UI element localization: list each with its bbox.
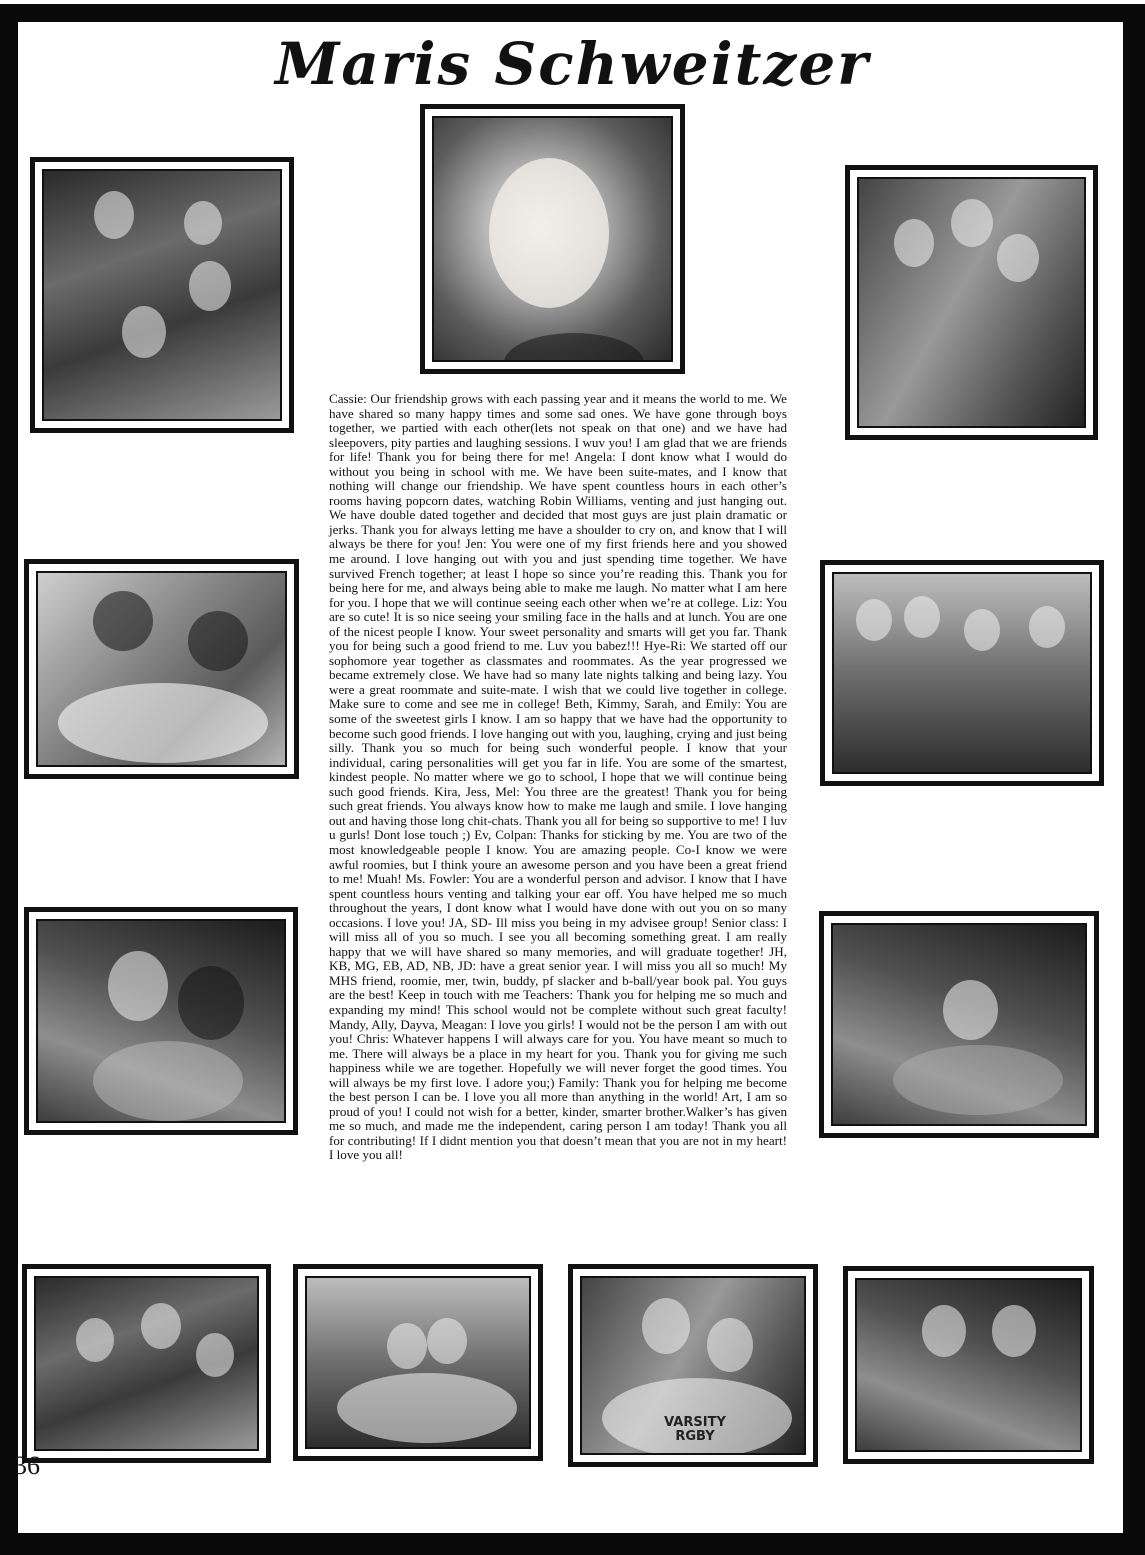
portrait-photo bbox=[420, 104, 685, 374]
three-friends-chair-photo bbox=[845, 165, 1098, 440]
couple-photo bbox=[568, 1264, 818, 1467]
group-dance-photo bbox=[820, 560, 1104, 786]
shirt-text-line-1: VARSITY bbox=[664, 1415, 726, 1430]
page-number: 36 bbox=[14, 1451, 40, 1480]
senior-message: Cassie: Our friendship grows with each passing year and it means the world to me. We have shared so many happy times and some sad ones. We have gone through boys together, we partied with each other(lets not speak on that one) and we have had sleepovers, pity parties and laughing sessions. I wuv you! I am glad that we are friends for life! Thank you for being there for me! Angela: I dont know what I would do without you being in school with me. We have been suite-mates, and I know that nothing will change our friendship. We have spent countless hours in each other’s rooms having popcorn dates, watching Robin Williams, venting and just hanging out. We have double dated together and decided that most guys are just plain dramatic or jerks. Thank you for always letting me have a shoulder to cry on, and know that I will always be there for you! Jen: You were one of my first friends here and you showed me around. I love hanging out with you and just spending time together. We have survived French together; at least I hope so since you’re reading this. Thank you for being here for me, and always being able to make me laugh. No matter what I am here for you. I hope that we will continue seeing each other when we’re at college. Liz: You are so cute! It is so nice seeing your smiling face in the halls and at lunch. You are one of the nicest people I know. Your sweet personality and smarts will get you far. Thank you for being such a good friend to me. Luv you babez!!! Hye-Ri: We started off our sophomore year together as classmates and roommates. As the year progressed we became extremely close. We have had so many late nights talking and being lazy. You were a great roommate and suite-mate. I wish that we could live together in college. Make sure to come and see me in college! Beth, Kimmy, Sarah, and Emily: You are some of the sweetest girls I know. I am so happy that we have had the opportunity to become such good friends. I love hanging out with you, laughing, crying and just being silly. Thank you so much for being such wonderful people. I know that your individual, caring personalities will get you far in life. You are some of the smartest, kindest people. No matter where we go to school, I hope that we will continue being such good friends. Kira, Jess, Mel: You three are the greatest! Thank you for being such great friends. You always know how to make me laugh and smile. I love hanging out and having those long chit-chats. Thank you all for being so supportive to me! I luv u gurls! Dont lose touch ;) Ev, Colpan: Thanks for sticking by me. You are two of the most knowledgeable people I know. You are amazing people. Co-I know we were awful roomies, but I think youre an awesome person and you have been a great friend to me! Muah! Ms. Fowler: You are a wonderful person and advisor. I know that I have spent countless hours venting and talking your ear off. You have helped me so much throughout the years, I dont know what I would have done with out you on so many occasions. I love you! JA, SD- Ill miss you being in my advisee group! Senior class: I will miss all of you so much. I see you all becoming something great. I am really happy that we will have shared so many memories, and will graduate together! JH, KB, MG, EB, AD, NB, JD: have a great senior year. I will miss you all so much! My MHS friend, roomie, mer, twin, buddy, pf slacker and b-ball/year book pal. You guys are the best! Keep in touch with me Teachers: Thank you for helping me so much and expanding my mind! This school would not be complete without such great faculty! Mandy, Ally, Dayva, Meagan: I love you girls! I would not be the person I am with out you! Chris: Whatever happens I will always care for you. You have meant so much to me. There will always be a place in my heart for you. Thank you for giving me such happiness while we are together. Hopefully we will never forget the good times. You will always be my first love. I adore you;) Family: Thank you for helping me become the best person I can be. I love you all more than anything in the world! Art, I am so proud of you! I could not wish for a better, kinder, smarter brother.Walker’s has given me so much, and made me the independent, caring person I am today! Thank you all for contributing! If I didnt mention you that doesn’t mean that you are not in my heart! I love you all! bbox=[329, 391, 787, 1163]
friends-bed-photo bbox=[24, 559, 299, 779]
shirt-text-line-2: RGBY bbox=[675, 1429, 715, 1444]
family-photo bbox=[30, 157, 294, 433]
two-friends-sweatshirt-photo bbox=[843, 1266, 1094, 1464]
two-friends-couch-photo bbox=[293, 1264, 543, 1461]
friend-lounging-photo bbox=[819, 911, 1099, 1138]
page-title: Maris Schweitzer bbox=[275, 30, 870, 98]
two-friends-hug-photo bbox=[24, 907, 298, 1135]
three-friends-outdoor-photo bbox=[22, 1264, 271, 1463]
